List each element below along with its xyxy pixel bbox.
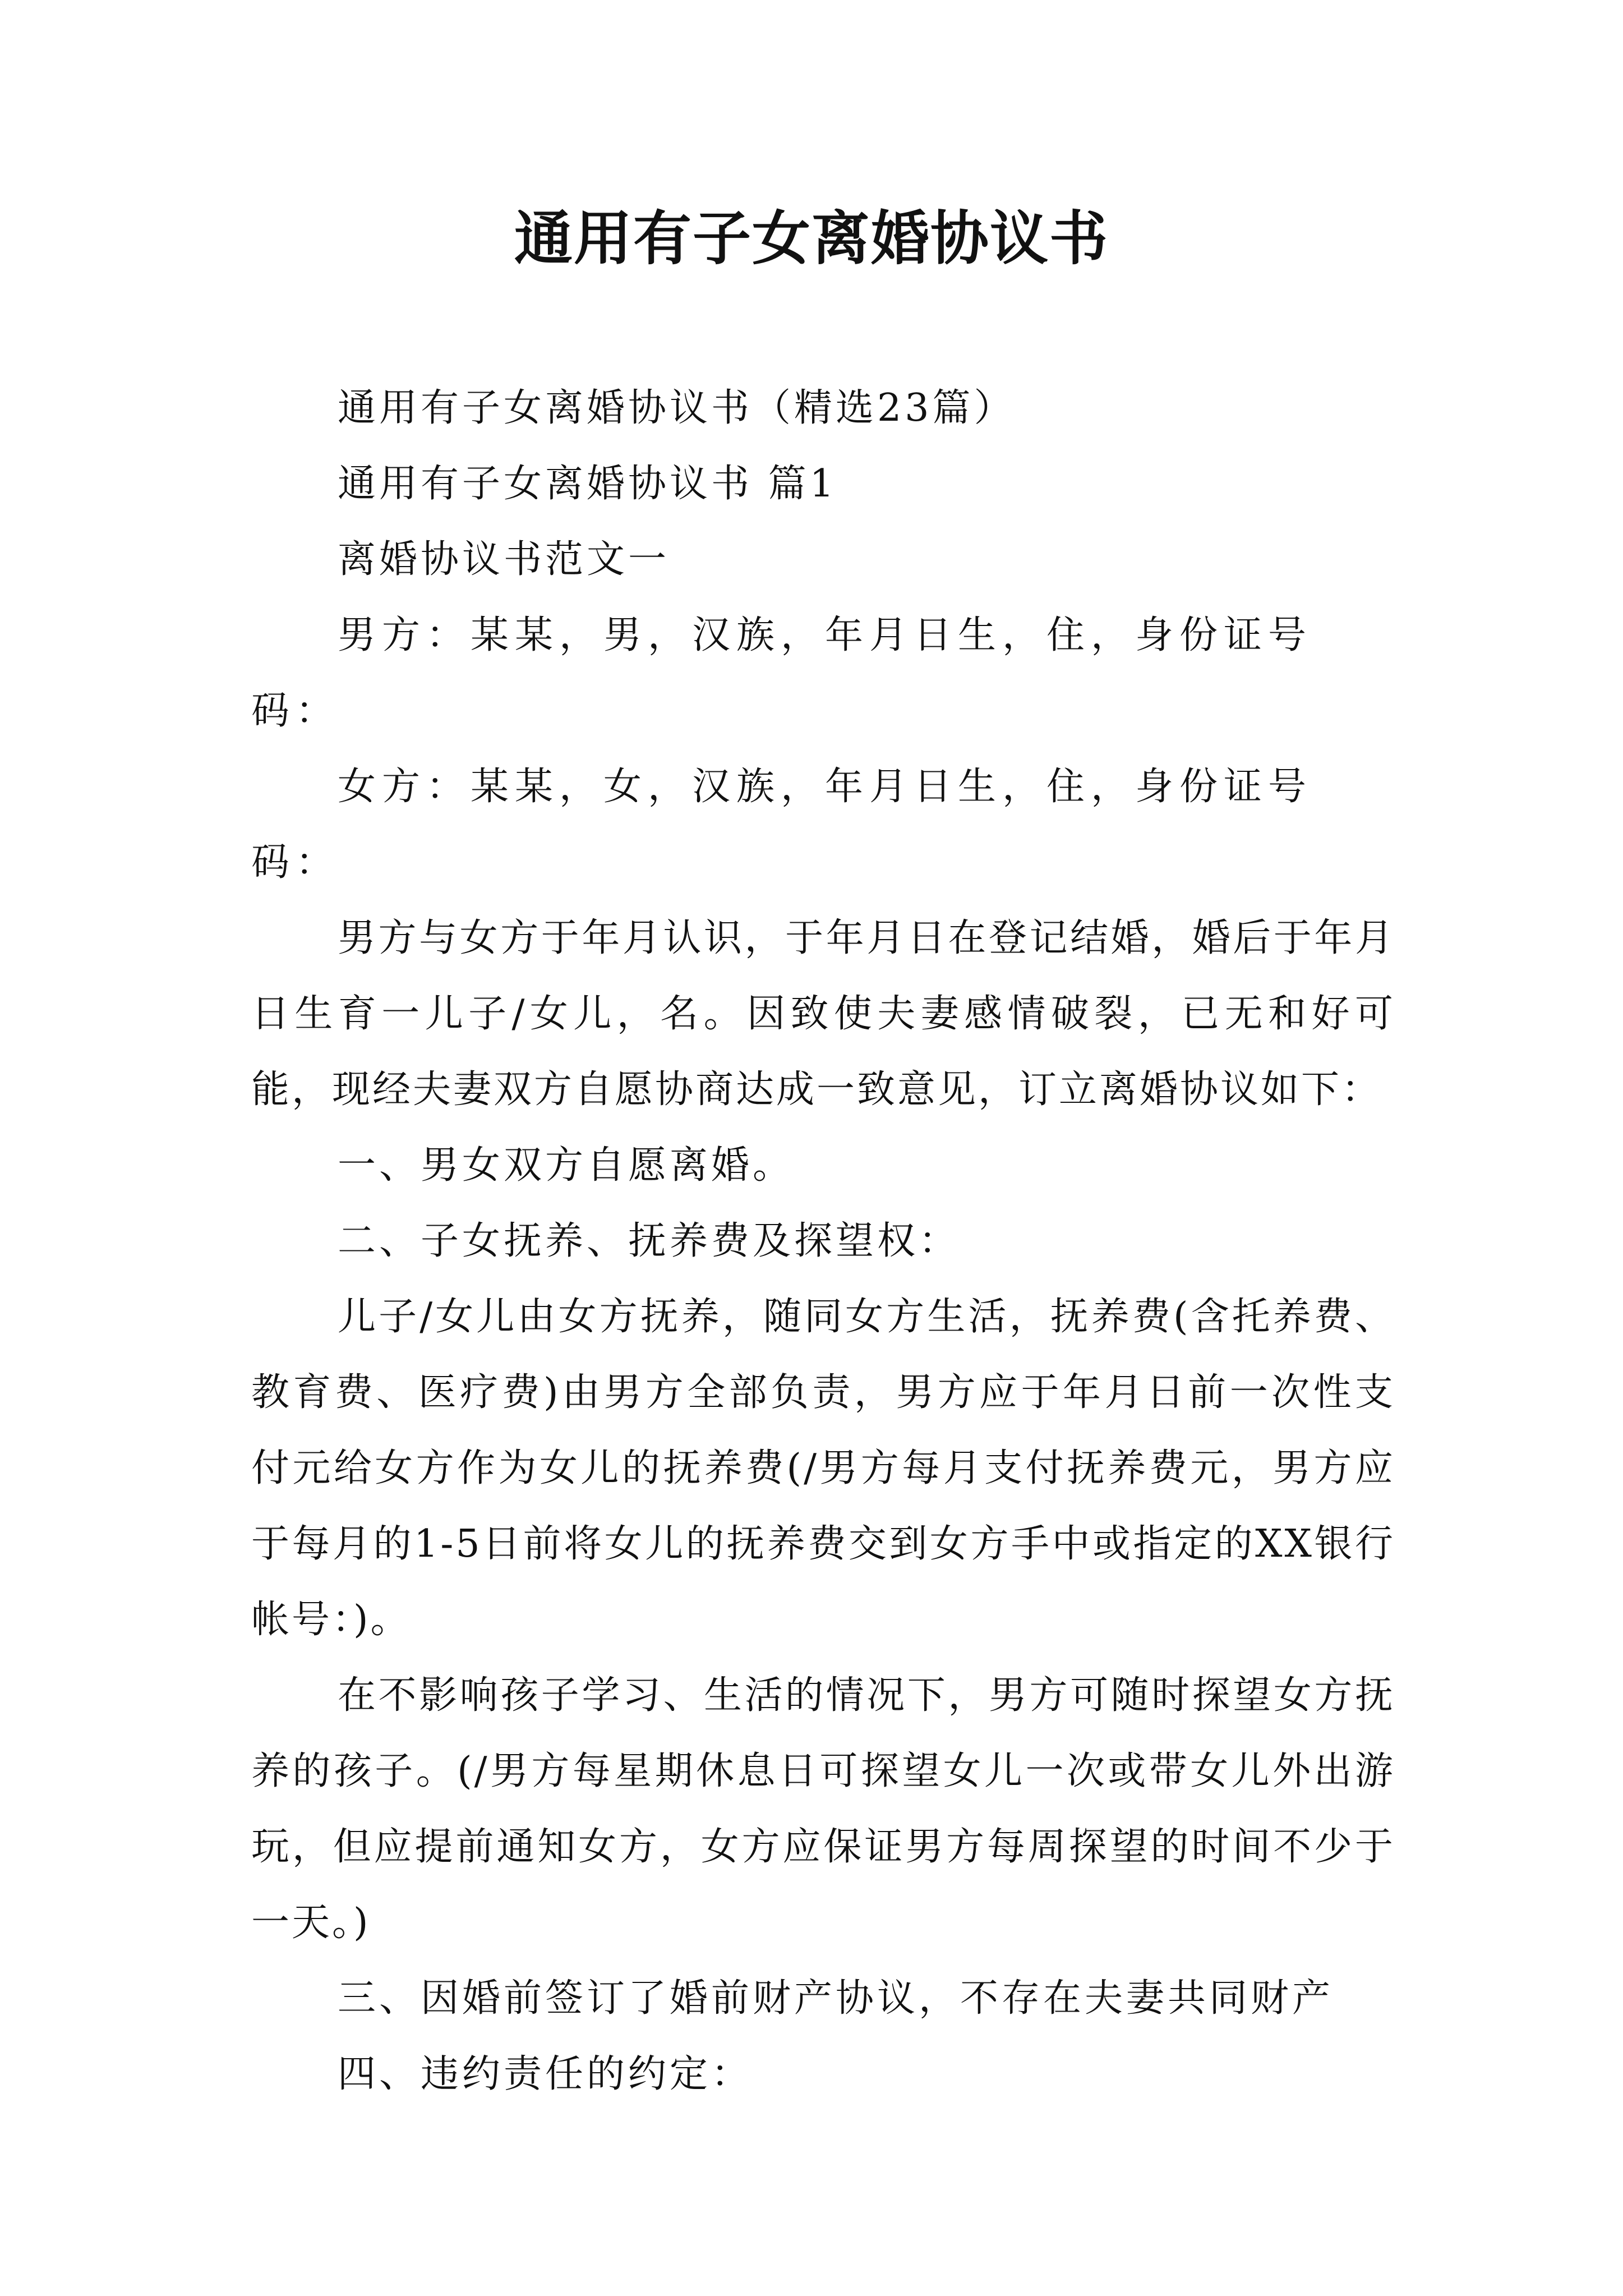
clause-1: 一、男女双方自愿离婚。 <box>338 1143 795 1188</box>
clause-4-heading: 四、违约责任的约定： <box>338 2052 753 2096</box>
sample-heading: 离婚协议书范文一 <box>338 537 670 582</box>
clause-2-heading: 二、子女抚养、抚养费及探望权： <box>338 1219 961 1263</box>
document-title: 通用有子女离婚协议书 <box>514 204 1109 273</box>
section-heading: 通用有子女离婚协议书 篇1 <box>338 462 837 506</box>
document-body <box>251 370 1395 2112</box>
clause-3: 三、因婚前签订了婚前财产协议，不存在夫妻共同财产 <box>338 1976 1334 2021</box>
male-party-line: 男方：某某，男，汉族，年月日生，住，身份证号码： <box>251 613 1313 733</box>
subtitle-paragraph: 通用有子女离婚协议书（精选23篇） <box>338 386 1016 430</box>
background-paragraph: 男方与女方于年月认识，于年月日在登记结婚，婚后于年月日生育一儿子/女儿，名。因致使夫妻感情破裂，已无和好可能，现经夫妻双方自愿协商达成一致意见，订立离婚协议如下： <box>251 916 1395 1112</box>
female-party-line: 女方：某某，女，汉族，年月日生，住，身份证号码： <box>251 765 1313 885</box>
custody-paragraph: 儿子/女儿由女方抚养，随同女方生活，抚养费(含托养费、教育费、医疗费)由男方全部负责，男方应于年月日前一次性支付元给女方作为女儿的抚养费(/男方每月支付抚养费元，男方应于每月的1-5日前将女儿的抚养费交到女方手中或指定的XX银行帐号：)。 <box>251 1295 1396 1642</box>
visitation-paragraph: 在不影响孩子学习、生活的情况下，男方可随时探望女方抚养的孩子。(/男方每星期休息日可探望女儿一次或带女儿外出游玩，但应提前通知女方，女方应保证男方每周探望的时间不少于一天。) <box>251 1673 1395 1945</box>
